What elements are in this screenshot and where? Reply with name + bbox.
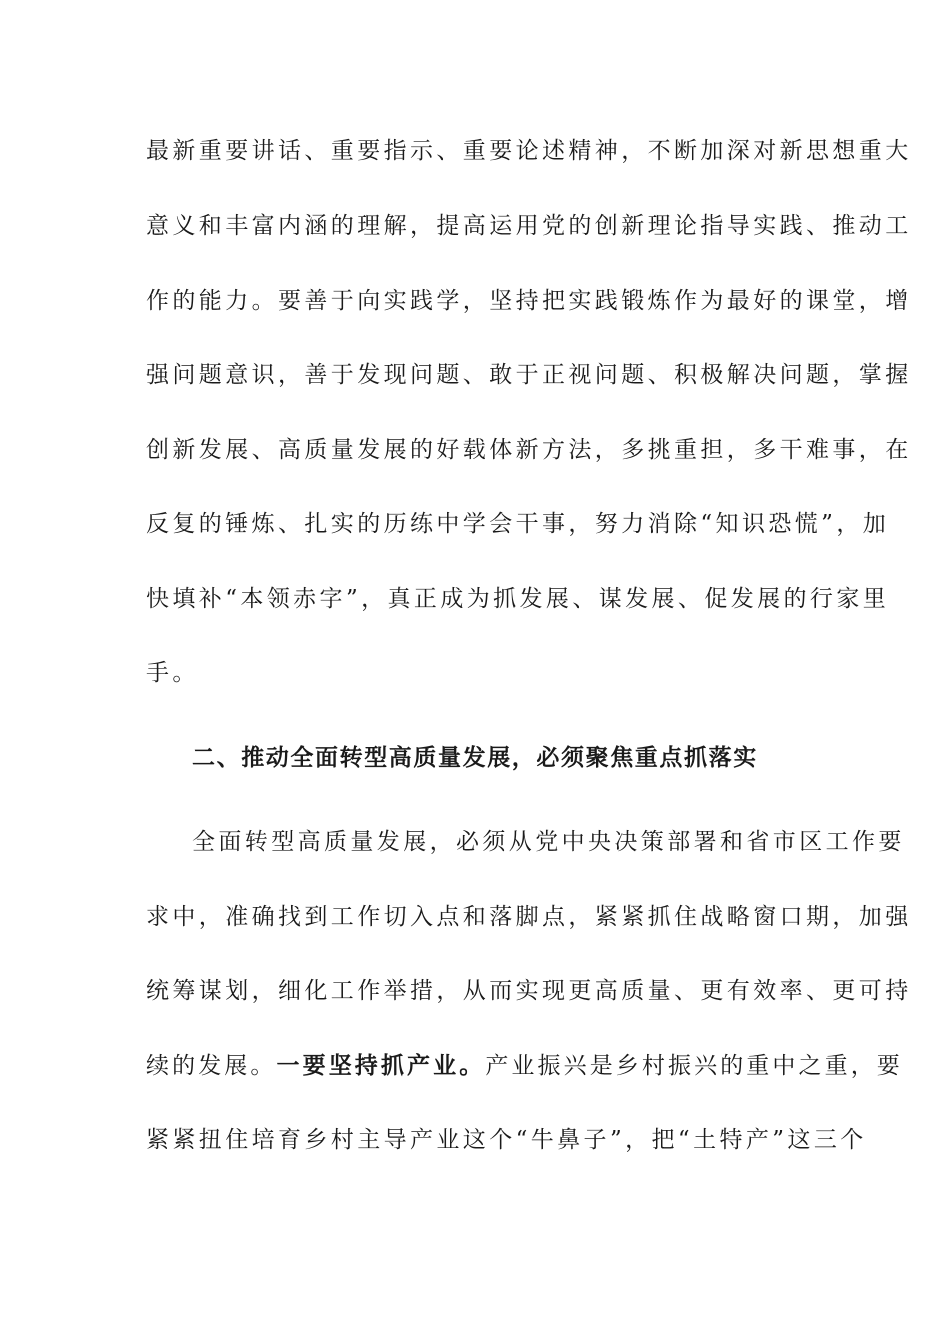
section-heading: 二、推动全面转型高质量发展，必须聚焦重点抓落实 xyxy=(192,745,758,771)
paragraph-line: 最新重要讲话、重要指示、重要论述精神，不断加深对新思想重大 xyxy=(146,138,912,164)
paragraph-text: 产业振兴是乡村振兴的重中之重，要 xyxy=(485,1053,903,1079)
paragraph-line: 统筹谋划，细化工作举措，从而实现更高质量、更有效率、更可持 xyxy=(146,978,912,1004)
paragraph-line: 作的能力。要善于向实践学，坚持把实践锻炼作为最好的课堂，增 xyxy=(146,288,912,314)
paragraph-line: 全面转型高质量发展，必须从党中央决策部署和省市区工作要 xyxy=(192,829,905,855)
paragraph-line: 创新发展、高质量发展的好载体新方法，多挑重担，多干难事，在 xyxy=(146,437,912,463)
paragraph-line: 求中，准确找到工作切入点和落脚点，紧紧抓住战略窗口期，加强 xyxy=(146,904,912,930)
paragraph-line: 反复的锤炼、扎实的历练中学会干事，努力消除“知识恐慌”，加 xyxy=(146,511,890,537)
paragraph-line: 强问题意识，善于发现问题、敢于正视问题、积极解决问题，掌握 xyxy=(146,362,912,388)
paragraph-line: 手。 xyxy=(146,660,199,686)
paragraph-line: 快填补“本领赤字”，真正成为抓发展、谋发展、促发展的行家里 xyxy=(146,586,890,612)
paragraph-line: 紧紧扭住培育乡村主导产业这个“牛鼻子”，把“土特产”这三个 xyxy=(146,1127,867,1153)
paragraph-text: 续的发展。 xyxy=(146,1053,277,1079)
paragraph-line-mixed xyxy=(146,1046,903,1086)
emphasis-text: 一要坚持抓产业。 xyxy=(276,1053,486,1079)
paragraph-line: 意义和丰富内涵的理解，提高运用党的创新理论指导实践、推动工 xyxy=(146,213,912,239)
